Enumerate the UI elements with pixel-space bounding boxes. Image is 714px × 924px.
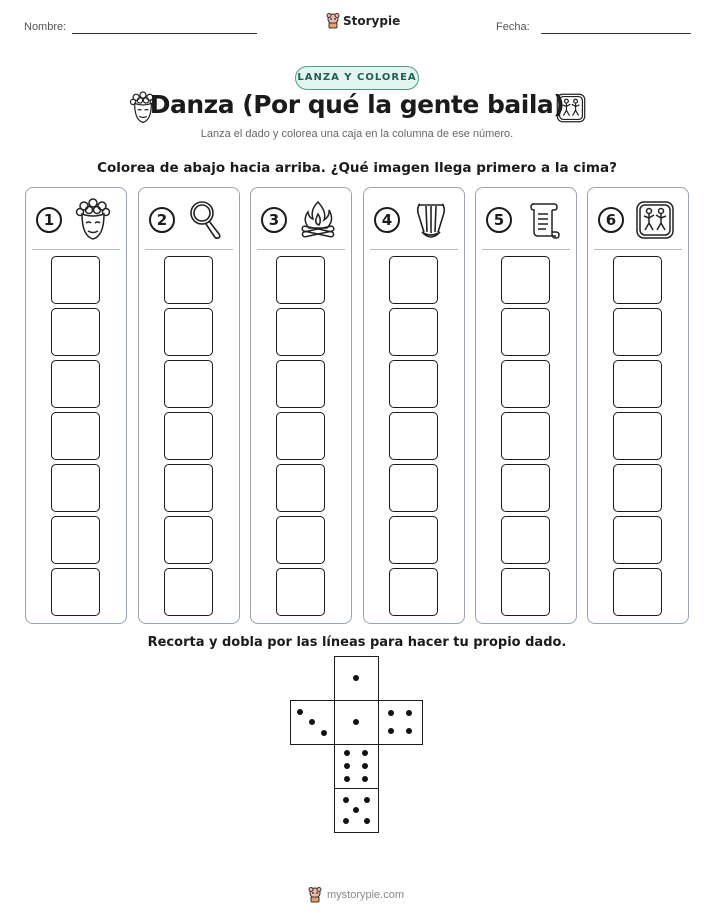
color-box[interactable]: [613, 360, 662, 408]
die-pip: [344, 763, 350, 769]
dancers-tile-icon: [555, 92, 587, 124]
column-divider: [32, 249, 120, 250]
die-pip: [321, 730, 327, 736]
color-box[interactable]: [164, 308, 213, 356]
column-divider: [482, 249, 570, 250]
brand-name: Storypie: [343, 14, 401, 28]
column-header: [476, 198, 576, 246]
name-line[interactable]: [72, 33, 257, 34]
color-box[interactable]: [613, 516, 662, 564]
column-2: [138, 187, 240, 624]
die-pip: [388, 710, 394, 716]
die-face-1: [334, 700, 379, 745]
die-pip: [364, 797, 370, 803]
color-box[interactable]: [501, 412, 550, 460]
color-box[interactable]: [501, 516, 550, 564]
column-divider: [145, 249, 233, 250]
die-pip: [388, 728, 394, 734]
date-line[interactable]: [541, 33, 691, 34]
color-box[interactable]: [501, 256, 550, 304]
die-pip: [353, 719, 359, 725]
column-divider: [370, 249, 458, 250]
die-pip: [406, 710, 412, 716]
theater-mask-icon: [72, 198, 114, 242]
color-box[interactable]: [389, 516, 438, 564]
column-3: [250, 187, 352, 624]
column-number: 4: [374, 207, 400, 233]
die-pip: [343, 818, 349, 824]
storypie-logo-icon: [326, 13, 340, 29]
color-box[interactable]: [276, 568, 325, 616]
column-header: [139, 198, 239, 246]
die-pip: [344, 750, 350, 756]
column-number: 2: [149, 207, 175, 233]
die-pip: [297, 709, 303, 715]
color-box[interactable]: [613, 464, 662, 512]
column-number: 3: [261, 207, 287, 233]
color-box[interactable]: [51, 256, 100, 304]
date-label: Fecha:: [496, 21, 530, 33]
color-box[interactable]: [389, 464, 438, 512]
brand: [326, 13, 400, 29]
color-box[interactable]: [276, 256, 325, 304]
hand-mirror-icon: [185, 198, 227, 242]
die-pip: [362, 763, 368, 769]
color-box[interactable]: [51, 360, 100, 408]
color-box[interactable]: [613, 256, 662, 304]
die-pip: [362, 750, 368, 756]
column-1: [25, 187, 127, 624]
subtitle: Lanza el dado y colorea una caja en la columna de ese número.: [200, 128, 514, 140]
color-box[interactable]: [276, 516, 325, 564]
color-box[interactable]: [164, 360, 213, 408]
die-face-1: [334, 656, 379, 701]
color-box[interactable]: [51, 412, 100, 460]
color-box[interactable]: [164, 464, 213, 512]
die-pip: [353, 675, 359, 681]
name-label: Nombre:: [24, 21, 67, 33]
die-pip: [362, 776, 368, 782]
campfire-icon: [297, 198, 339, 242]
color-box[interactable]: [389, 568, 438, 616]
column-header: [588, 198, 688, 246]
column-divider: [257, 249, 345, 250]
color-box[interactable]: [276, 464, 325, 512]
activity-badge: LANZA Y COLOREA: [295, 66, 419, 90]
column-number: 5: [486, 207, 512, 233]
color-box[interactable]: [276, 308, 325, 356]
instruction: Colorea de abajo hacia arriba. ¿Qué imagen llega primero a la cima?: [97, 160, 617, 176]
color-box[interactable]: [164, 568, 213, 616]
color-box[interactable]: [276, 360, 325, 408]
color-box[interactable]: [51, 516, 100, 564]
color-box[interactable]: [501, 360, 550, 408]
color-box[interactable]: [164, 412, 213, 460]
column-number: 6: [598, 207, 624, 233]
color-box[interactable]: [613, 568, 662, 616]
color-box[interactable]: [613, 412, 662, 460]
scroll-icon: [522, 198, 564, 242]
dancers-tile-icon: [634, 198, 676, 242]
column-4: [363, 187, 465, 624]
color-box[interactable]: [164, 516, 213, 564]
die-pip: [309, 719, 315, 725]
die-face-3: [290, 700, 335, 745]
column-divider: [594, 249, 682, 250]
color-box[interactable]: [613, 308, 662, 356]
column-6: [587, 187, 689, 624]
column-5: [475, 187, 577, 624]
die-face-5: [334, 788, 379, 833]
storypie-logo-icon: [308, 887, 322, 903]
column-number: 1: [36, 207, 62, 233]
die-pip: [364, 818, 370, 824]
color-box[interactable]: [51, 568, 100, 616]
column-header: [251, 198, 351, 246]
die-pip: [353, 807, 359, 813]
die-face-6: [334, 744, 379, 789]
die-face-4: [378, 700, 423, 745]
die-pip: [406, 728, 412, 734]
column-header: [364, 198, 464, 246]
column-header: [26, 198, 126, 246]
color-box[interactable]: [276, 412, 325, 460]
die-instruction: Recorta y dobla por las líneas para hacer tu propio dado.: [147, 635, 567, 650]
color-box[interactable]: [164, 256, 213, 304]
footer-url: mystorypie.com: [327, 889, 405, 901]
color-box[interactable]: [51, 308, 100, 356]
color-box[interactable]: [389, 256, 438, 304]
page-title: Danza (Por qué la gente baila): [149, 90, 565, 119]
color-box[interactable]: [389, 308, 438, 356]
footer: [308, 887, 404, 903]
color-box[interactable]: [389, 412, 438, 460]
die-pip: [344, 776, 350, 782]
color-box[interactable]: [501, 308, 550, 356]
lyre-icon: [410, 198, 452, 242]
color-box[interactable]: [501, 568, 550, 616]
color-box[interactable]: [51, 464, 100, 512]
die-pip: [343, 797, 349, 803]
color-box[interactable]: [501, 464, 550, 512]
color-box[interactable]: [389, 360, 438, 408]
